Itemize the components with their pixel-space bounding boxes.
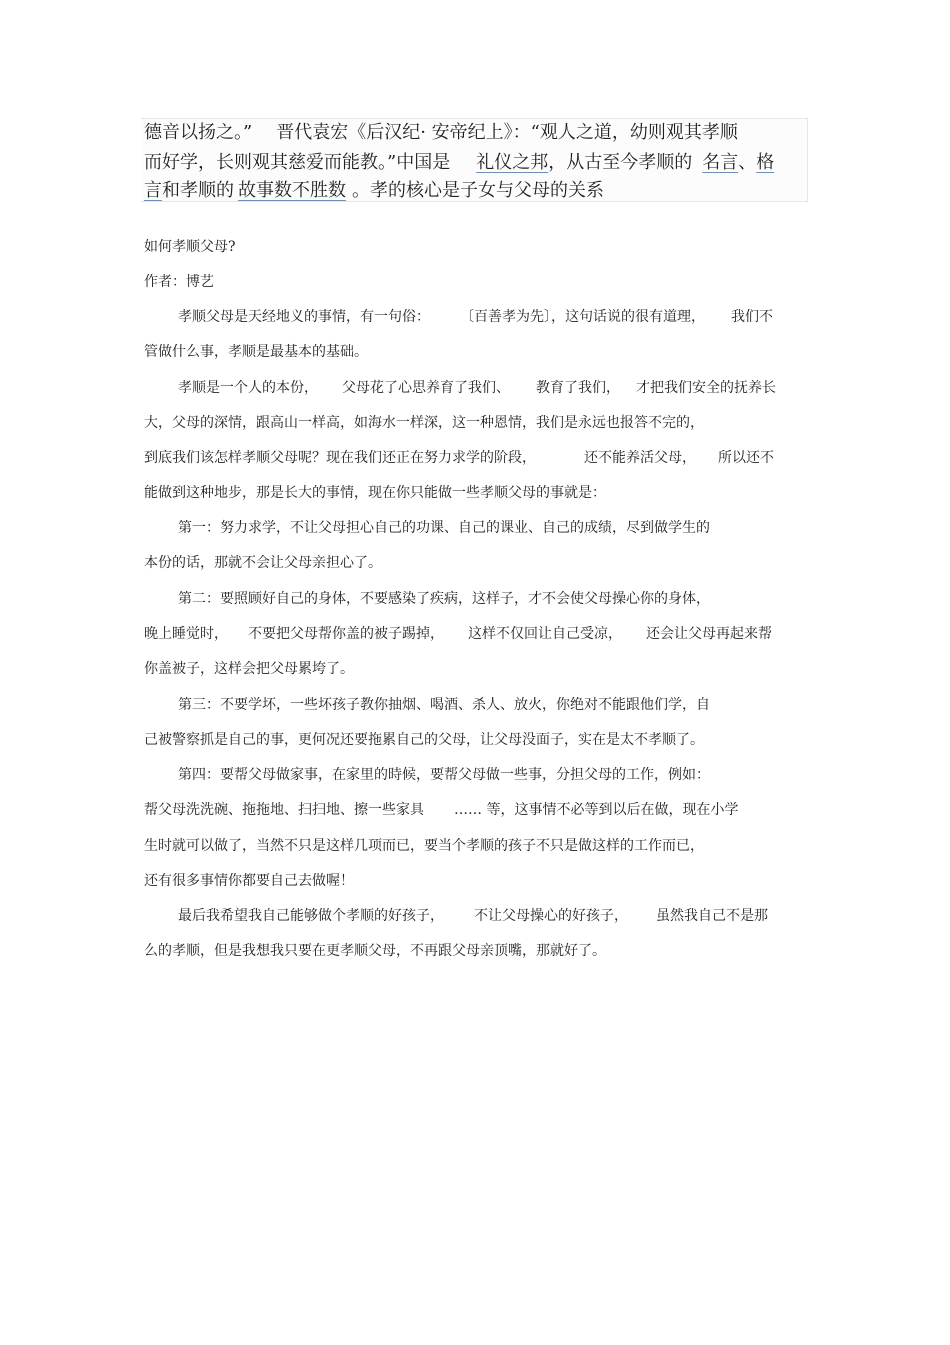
paragraph-text-segment: 你盖被子，这样会把父母累垮了。 bbox=[144, 661, 354, 677]
paragraph-line bbox=[144, 553, 382, 573]
paragraph-line bbox=[178, 307, 773, 327]
paragraph-text-segment: 晚上睡觉时， bbox=[144, 626, 228, 642]
paragraph-text-segment: 孝顺父母是天经地义的事情，有一句俗： bbox=[178, 309, 430, 325]
paragraph-line bbox=[178, 695, 710, 715]
link-geyan[interactable]: 格 bbox=[756, 152, 775, 173]
link-mingyan[interactable]: 名言 bbox=[702, 152, 739, 173]
paragraph-text-segment: 最后我希望我自己能够做个孝顺的好孩子， bbox=[178, 908, 444, 924]
paragraph-line bbox=[144, 413, 704, 433]
link-gushi[interactable]: 故事数不胜数 bbox=[238, 180, 346, 201]
paragraph-text-segment: 能做到这种地步，那是长大的事情，现在你只能做一些孝顺父母的事就是： bbox=[144, 485, 606, 501]
link-liyizhibang[interactable]: 礼仪之邦 bbox=[476, 152, 549, 173]
quote-line-2 bbox=[144, 150, 774, 176]
quote-text: 和孝顺的 bbox=[162, 180, 234, 201]
paragraph-text-segment: 〔百善孝为先〕，这句话说的很有道理， bbox=[460, 309, 705, 325]
paragraph-line bbox=[144, 342, 368, 362]
quote-text: 。孝的核心是子女与父母的关系 bbox=[352, 180, 604, 201]
paragraph-text-segment: 帮父母洗洗碗、拖拖地、扫扫地、擦一些家具 bbox=[144, 802, 424, 818]
paragraph-line bbox=[178, 518, 710, 538]
quote-text: 晋代袁宏《后汉纪· 安帝纪上》：“观人之道，幼则观其孝顺 bbox=[276, 122, 738, 143]
quote-text: ，从古至今孝顺的 bbox=[548, 152, 693, 173]
paragraph-text-segment: 本份的话，那就不会让父母亲担心了。 bbox=[144, 555, 382, 571]
paragraph-text-segment: 所以还不 bbox=[718, 450, 774, 466]
paragraph-text-segment: 还不能养活父母， bbox=[584, 450, 696, 466]
quote-text: 而好学，长则观其慈爱而能教。”中国是 bbox=[144, 152, 451, 173]
paragraph-line bbox=[144, 624, 772, 644]
paragraph-text-segment: 孝顺是一个人的本份， bbox=[178, 380, 318, 396]
paragraph-text-segment: 己被警察抓是自己的事，更何况还要拖累自己的父母，让父母没面子，实在是太不孝顺了。 bbox=[144, 732, 704, 748]
paragraph-text-segment: 么的孝顺，但是我想我只要在更孝顺父母，不再跟父母亲顶嘴，那就好了。 bbox=[144, 943, 606, 959]
article-title: 如何孝顺父母? bbox=[144, 239, 236, 255]
paragraph-text-segment: 还有很多事情你都要自己去做喔！ bbox=[144, 873, 354, 889]
paragraph-text-segment: 还会让父母再起来帮 bbox=[646, 626, 772, 642]
paragraph-text-segment: 第三：不要学坏，一些坏孩子教你抽烟、喝酒、杀人、放火，你绝对不能跟他们学，自 bbox=[178, 697, 710, 713]
paragraph-text-segment: 第四：要帮父母做家事，在家里的時候，要帮父母做一些事，分担父母的工作，例如： bbox=[178, 767, 710, 783]
paragraph-text-segment: 才把我们安全的抚养长 bbox=[636, 380, 776, 396]
paragraph-line bbox=[144, 871, 354, 891]
paragraph-line bbox=[144, 941, 606, 961]
paragraph-line bbox=[178, 378, 776, 398]
article-author: 作者：博艺 bbox=[144, 274, 214, 290]
paragraph-text-segment: 教育了我们， bbox=[536, 380, 620, 396]
paragraph-text-segment: 父母花了心思养育了我们、 bbox=[342, 380, 510, 396]
paragraph-text-segment: 第二：要照顾好自己的身体，不要感染了疾病，这样子，才不会使父母操心你的身体， bbox=[178, 591, 710, 607]
quote-text: 德音以扬之。” bbox=[144, 122, 253, 143]
paragraph-line bbox=[144, 836, 704, 856]
paragraph-text-segment: 生时就可以做了，当然不只是这样几项而已，要当个孝顺的孩子不只是做这样的工作而已， bbox=[144, 838, 704, 854]
paragraph-line bbox=[178, 906, 768, 926]
paragraph-text-segment: 到底我们该怎样孝顺父母呢？现在我们还正在努力求学的阶段， bbox=[144, 450, 536, 466]
paragraph-text-segment: 这样不仅回让自己受凉， bbox=[468, 626, 622, 642]
paragraph-line bbox=[144, 483, 606, 503]
paragraph-text-segment: 虽然我自己不是那 bbox=[656, 908, 768, 924]
paragraph-line bbox=[144, 448, 774, 468]
quote-text: 、 bbox=[738, 152, 757, 173]
paragraph-line bbox=[144, 800, 738, 820]
paragraph-text-segment: 不要把父母帮你盖的被子踢掉， bbox=[248, 626, 444, 642]
quote-line-1 bbox=[144, 120, 738, 146]
paragraph-line bbox=[178, 765, 710, 785]
paragraph-text-segment: 第一：努力求学，不让父母担心自己的功课、自己的课业、自己的成绩，尽到做学生的 bbox=[178, 520, 710, 536]
quote-line-3 bbox=[144, 178, 604, 204]
paragraph-line bbox=[144, 659, 354, 679]
paragraph-text-segment: 我们不 bbox=[731, 309, 773, 325]
paragraph-line bbox=[178, 589, 710, 609]
paragraph-line bbox=[144, 730, 704, 750]
paragraph-text-segment: 不让父母操心的好孩子， bbox=[474, 908, 628, 924]
paragraph-text-segment: …… 等，这事情不必等到以后在做，现在小学 bbox=[454, 802, 739, 818]
paragraph-text-segment: 大，父母的深情，跟高山一样高，如海水一样深，这一种恩情，我们是永远也报答不完的， bbox=[144, 415, 704, 431]
link-geyan[interactable]: 言 bbox=[144, 180, 162, 201]
paragraph-text-segment: 管做什么事，孝顺是最基本的基础。 bbox=[144, 344, 368, 360]
